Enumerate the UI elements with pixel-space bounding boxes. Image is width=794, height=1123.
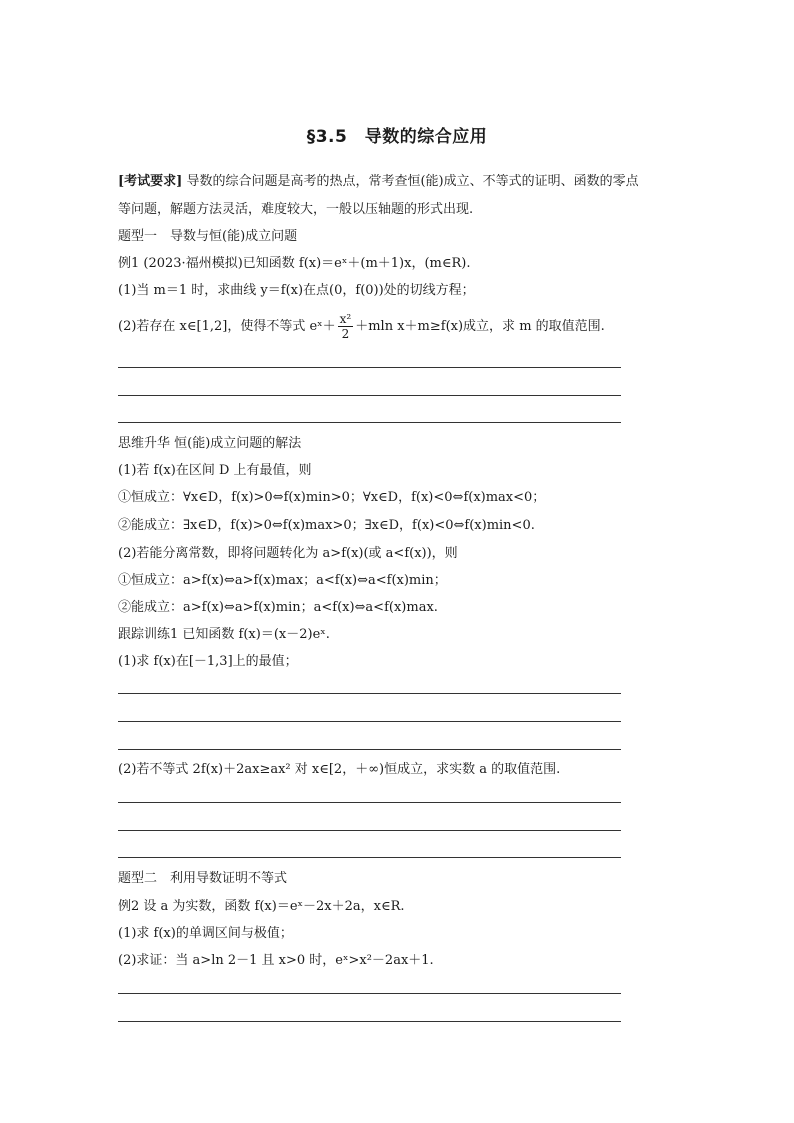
answer-line[interactable] <box>118 857 621 858</box>
page-title: §3.5 导数的综合应用 <box>306 127 488 147</box>
section-heading-type-2: 题型二 利用导数证明不等式 <box>118 871 288 886</box>
answer-line[interactable] <box>118 830 621 831</box>
answer-line[interactable] <box>118 993 621 994</box>
example-2-part-1: (1)求 f(x)的单调区间与极值； <box>118 926 293 941</box>
answer-line[interactable] <box>118 367 621 368</box>
method-line-1: (1)若 f(x)在区间 D 上有最值，则 <box>118 463 312 478</box>
exam-requirement-tag: [考试要求] <box>118 174 183 189</box>
answer-line[interactable] <box>118 1021 621 1022</box>
method-line-5: ①恒成立：a>f(x)⇔a>f(x)max；a<f(x)⇔a<f(x)min； <box>118 573 447 588</box>
exam-requirement-text-1: 导数的综合问题是高考的热点，常考查恒(能)成立、不等式的证明、函数的零点 <box>186 174 639 189</box>
answer-line[interactable] <box>118 693 621 694</box>
method-line-3: ②能成立：∃x∈D，f(x)>0⇔f(x)max>0；∃x∈D，f(x)<0⇔f(x)min<0. <box>118 518 535 533</box>
answer-line[interactable] <box>118 422 621 423</box>
example-1-part-2-post: ＋mln x＋m≥f(x)成立，求 m 的取值范围. <box>355 319 605 334</box>
fraction-numerator: x² <box>339 312 352 326</box>
example-1-statement: 例1 (2023·福州模拟)已知函数 f(x)＝eˣ＋(m＋1)x，(m∈R). <box>118 256 471 271</box>
training-1-part-2: (2)若不等式 2f(x)＋2ax≥ax² 对 x∈[2，＋∞)恒成立，求实数 a 的取值范围. <box>118 762 561 777</box>
exam-requirement-line-1 <box>118 174 639 190</box>
answer-line[interactable] <box>118 749 621 750</box>
fraction <box>338 312 354 341</box>
answer-line[interactable] <box>118 721 621 722</box>
section-heading-type-1: 题型一 导数与恒(能)成立问题 <box>118 229 298 244</box>
method-heading: 思维升华 恒(能)成立问题的解法 <box>118 436 302 451</box>
training-1-part-1: (1)求 f(x)在[－1,3]上的最值； <box>118 654 298 669</box>
example-2-part-2: (2)求证：当 a>ln 2－1 且 x>0 时，eˣ>x²－2ax＋1. <box>118 953 434 968</box>
fraction-denominator: 2 <box>341 327 350 341</box>
training-1-statement: 跟踪训练1 已知函数 f(x)＝(x－2)eˣ. <box>118 627 330 642</box>
method-line-2: ①恒成立：∀x∈D，f(x)>0⇔f(x)min>0；∀x∈D，f(x)<0⇔f(x)max<0； <box>118 490 546 505</box>
answer-line[interactable] <box>118 395 621 396</box>
method-line-6: ②能成立：a>f(x)⇔a>f(x)min；a<f(x)⇔a<f(x)max. <box>118 600 438 615</box>
example-1-part-1: (1)当 m＝1 时，求曲线 y＝f(x)在点(0，f(0))处的切线方程； <box>118 283 475 298</box>
method-line-4: (2)若能分离常数，即将问题转化为 a>f(x)(或 a<f(x))，则 <box>118 546 458 561</box>
example-1-part-2 <box>118 312 605 341</box>
example-2-statement: 例2 设 a 为实数，函数 f(x)＝eˣ－2x＋2a，x∈R. <box>118 899 405 914</box>
example-1-part-2-pre: (2)若存在 x∈[1,2]，使得不等式 eˣ＋ <box>118 319 336 334</box>
exam-requirement-line-2: 等问题，解题方法灵活，难度较大，一般以压轴题的形式出现. <box>118 202 474 217</box>
answer-line[interactable] <box>118 802 621 803</box>
